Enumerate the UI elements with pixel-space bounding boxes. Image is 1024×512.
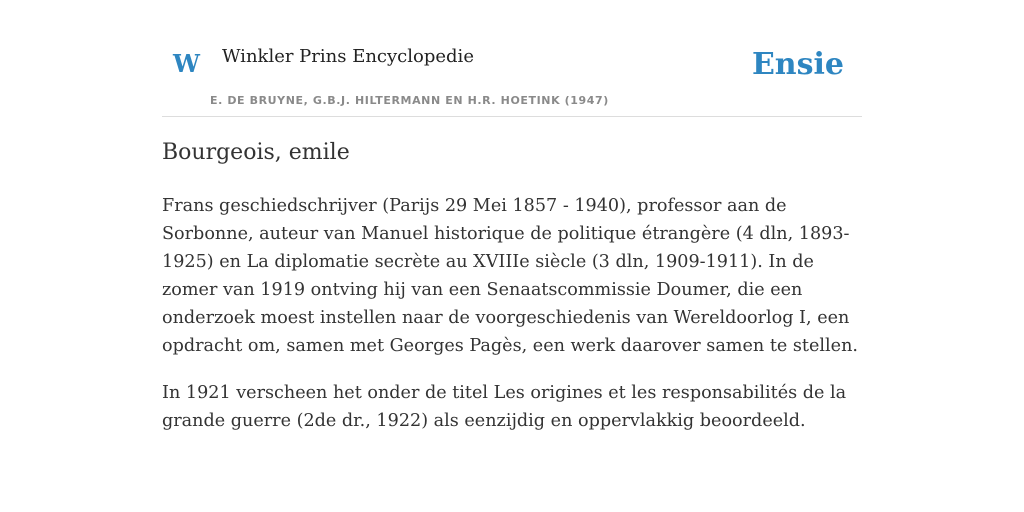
- entry-title: Bourgeois, emile: [162, 140, 350, 165]
- ensie-logo[interactable]: Ensie: [751, 47, 844, 82]
- entry-paragraph: In 1921 verscheen het onder de titel Les origines et les responsabilités de la grande guerre (2de dr., 1922) als eenzijdig en oppervlakkig beoordeeld.: [162, 383, 847, 431]
- entry-content: [162, 192, 862, 454]
- header: [162, 40, 862, 117]
- entry-paragraph: Frans geschiedschrijver (Parijs 29 Mei 1857 - 1940), professor aan de Sorbonne, auteur van Manuel historique de politique étrangère (4 dln, 1893-1925) en La diplomatie secrète au XVIIIe siècle (3 dln, 1909-1911). In de zomer van 1919 ontving hij van een Senaatscommissie Doumer, die een onderzoek moest instellen naar de voorgeschiedenis van Wereldoorlog I, een opdracht om, samen met Georges Pagès, een werk daarover samen te stellen.: [162, 196, 859, 356]
- book-authors: E. DE BRUYNE, G.B.J. HILTERMANN EN H.R. HOETINK (1947): [210, 94, 609, 107]
- book-title[interactable]: Winkler Prins Encyclopedie: [222, 46, 474, 67]
- winkler-prins-logo[interactable]: W: [173, 49, 200, 78]
